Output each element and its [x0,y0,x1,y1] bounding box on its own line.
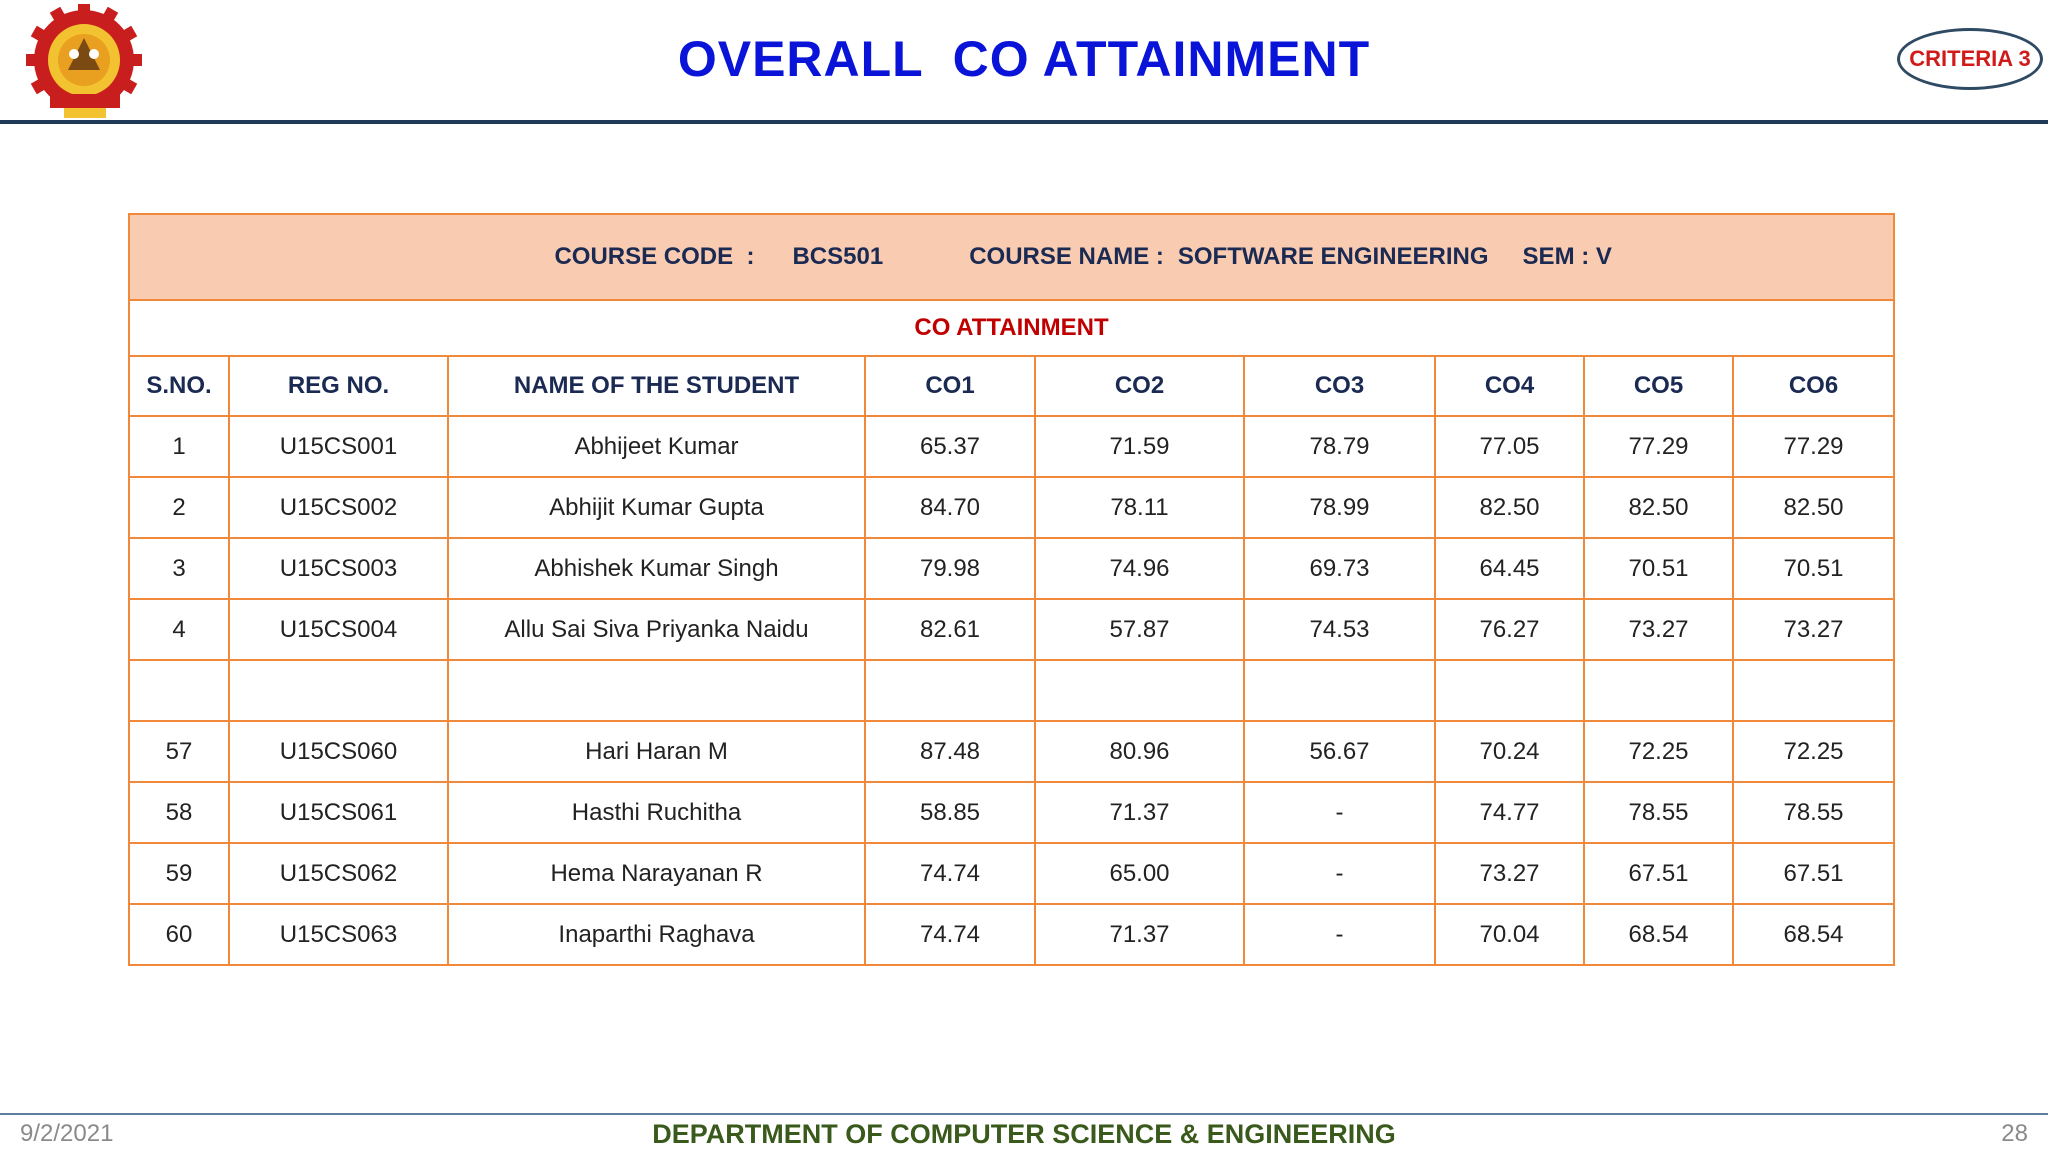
cell-co2: 65.00 [1035,843,1244,904]
col-header-co4: CO4 [1435,356,1584,416]
cell-sno: 4 [129,599,229,660]
cell-co5: 70.51 [1584,538,1733,599]
cell-student-name: Hasthi Ruchitha [448,782,865,843]
table-row [129,904,1894,965]
cell-co4: 64.45 [1435,538,1584,599]
cell-co6 [1733,660,1894,721]
table-row [129,538,1894,599]
cell-co4: 76.27 [1435,599,1584,660]
course-info-row [129,214,1894,300]
cell-co4: 82.50 [1435,477,1584,538]
cell-co2: 80.96 [1035,721,1244,782]
cell-co5: 82.50 [1584,477,1733,538]
col-header-name: NAME OF THE STUDENT [448,356,865,416]
cell-student-name: Abhishek Kumar Singh [448,538,865,599]
cell-co1: 79.98 [865,538,1035,599]
cell-sno: 59 [129,843,229,904]
cell-co6: 73.27 [1733,599,1894,660]
cell-co6: 78.55 [1733,782,1894,843]
cell-co3: 56.67 [1244,721,1435,782]
col-header-co1: CO1 [865,356,1035,416]
cell-student-name [448,660,865,721]
cell-student-name: Inaparthi Raghava [448,904,865,965]
col-header-co2: CO2 [1035,356,1244,416]
cell-co4: 70.24 [1435,721,1584,782]
cell-co2 [1035,660,1244,721]
cell-co1: 65.37 [865,416,1035,477]
col-header-regno: REG NO. [229,356,448,416]
cell-co5: 72.25 [1584,721,1733,782]
cell-co3: 74.53 [1244,599,1435,660]
cell-regno: U15CS061 [229,782,448,843]
table-row [129,721,1894,782]
cell-sno: 2 [129,477,229,538]
table-row [129,782,1894,843]
course-name: SOFTWARE ENGINEERING [1177,243,1489,270]
semester: SEM : V [1522,243,1612,270]
table-header-row [129,356,1894,416]
cell-co4: 77.05 [1435,416,1584,477]
cell-regno: U15CS001 [229,416,448,477]
cell-co3: - [1244,904,1435,965]
cell-student-name: Hari Haran M [448,721,865,782]
cell-co5: 67.51 [1584,843,1733,904]
footer-department: DEPARTMENT OF COMPUTER SCIENCE & ENGINEERING [652,1119,1396,1149]
cell-co3: - [1244,843,1435,904]
cell-co3: 69.73 [1244,538,1435,599]
cell-co3: 78.99 [1244,477,1435,538]
cell-co2: 57.87 [1035,599,1244,660]
criteria-badge: CRITERIA 3 [1897,28,2043,90]
cell-co6: 72.25 [1733,721,1894,782]
cell-co6: 77.29 [1733,416,1894,477]
cell-sno: 58 [129,782,229,843]
cell-co4 [1435,660,1584,721]
col-header-co3: CO3 [1244,356,1435,416]
cell-regno: U15CS060 [229,721,448,782]
table-row [129,599,1894,660]
page-number: 28 [2001,1120,2028,1147]
cell-co1: 82.61 [865,599,1035,660]
col-header-co5: CO5 [1584,356,1733,416]
cell-co1 [865,660,1035,721]
cell-regno: U15CS063 [229,904,448,965]
footer-date: 9/2/2021 [20,1120,114,1147]
cell-sno: 60 [129,904,229,965]
cell-sno: 3 [129,538,229,599]
section-title: CO ATTAINMENT [129,300,1894,356]
cell-co4: 70.04 [1435,904,1584,965]
cell-co5: 78.55 [1584,782,1733,843]
cell-co1: 74.74 [865,843,1035,904]
table-row-empty [129,660,1894,721]
cell-sno [129,660,229,721]
cell-regno: U15CS002 [229,477,448,538]
cell-sno: 1 [129,416,229,477]
co-attainment-table [128,213,1895,966]
section-title-row [129,300,1894,356]
cell-co2: 71.37 [1035,904,1244,965]
cell-co6: 82.50 [1733,477,1894,538]
course-code: BCS501 [792,243,884,270]
cell-co1: 74.74 [865,904,1035,965]
table-row [129,843,1894,904]
cell-student-name: Hema Narayanan R [448,843,865,904]
cell-co2: 78.11 [1035,477,1244,538]
cell-co2: 71.37 [1035,782,1244,843]
cell-co3 [1244,660,1435,721]
cell-sno: 57 [129,721,229,782]
cell-co1: 58.85 [865,782,1035,843]
course-name-label: COURSE NAME : [969,243,1164,270]
cell-regno: U15CS004 [229,599,448,660]
cell-regno: U15CS003 [229,538,448,599]
table-row [129,416,1894,477]
cell-student-name: Abhijeet Kumar [448,416,865,477]
cell-regno: U15CS062 [229,843,448,904]
cell-co3: 78.79 [1244,416,1435,477]
cell-co5 [1584,660,1733,721]
header-divider [0,120,2048,124]
cell-co5: 77.29 [1584,416,1733,477]
col-header-sno: S.NO. [129,356,229,416]
cell-co5: 73.27 [1584,599,1733,660]
cell-student-name: Allu Sai Siva Priyanka Naidu [448,599,865,660]
course-code-label: COURSE CODE : [554,243,755,270]
col-header-co6: CO6 [1733,356,1894,416]
cell-co6: 70.51 [1733,538,1894,599]
cell-co3: - [1244,782,1435,843]
cell-co1: 87.48 [865,721,1035,782]
table-row [129,477,1894,538]
cell-co5: 68.54 [1584,904,1733,965]
cell-co6: 68.54 [1733,904,1894,965]
page-title: OVERALL CO ATTAINMENT [677,31,1371,87]
cell-student-name: Abhijit Kumar Gupta [448,477,865,538]
cell-regno [229,660,448,721]
cell-co1: 84.70 [865,477,1035,538]
cell-co2: 71.59 [1035,416,1244,477]
cell-co4: 74.77 [1435,782,1584,843]
cell-co6: 67.51 [1733,843,1894,904]
cell-co2: 74.96 [1035,538,1244,599]
course-info-cell [129,214,1894,300]
footer-divider [0,1113,2048,1115]
cell-co4: 73.27 [1435,843,1584,904]
